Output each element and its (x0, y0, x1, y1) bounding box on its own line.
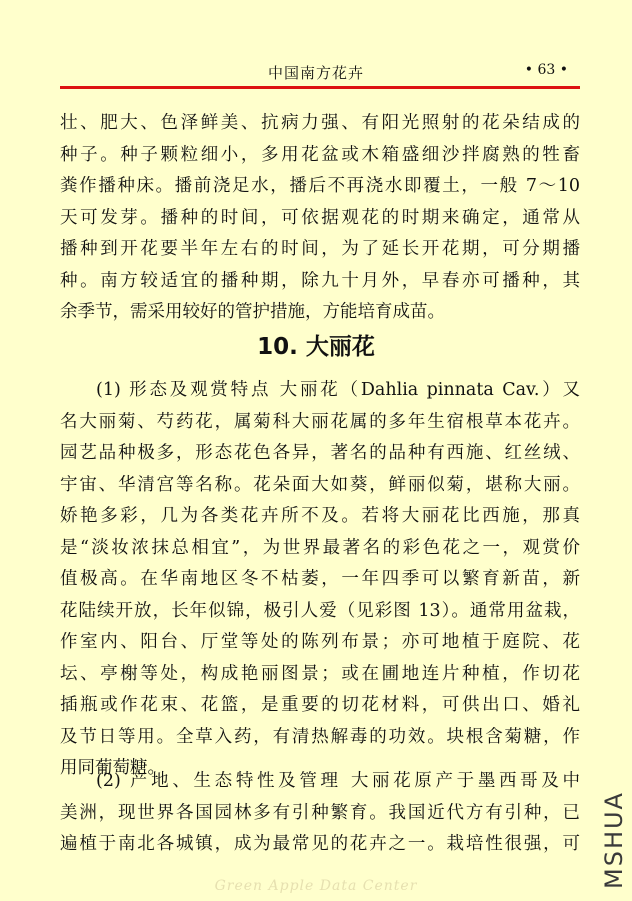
text-line: 是“淡妆浓抹总相宜”，为世界最著名的彩色花之一，观赏价 (60, 537, 580, 558)
text-line: 余季节，需采用较好的管护措施，方能培育成苗。 (60, 302, 445, 322)
page-number: • 63 • (524, 62, 568, 78)
text-line: 值极高。在华南地区冬不枯萎，一年四季可以繁育新苗，新 (60, 569, 580, 589)
text-line: 园艺品种极多，形态花色各异，著名的品种有西施、红丝绒、 (60, 443, 580, 463)
text-line: 花陆续开放，长年似锦，极引人爱（见彩图 13）。通常用盆栽， (60, 600, 580, 621)
section-heading: 10. 大丽花 (257, 334, 375, 360)
text-line: 遍植于南北各城镇，成为最常见的花卉之一。栽培性很强，可 (60, 834, 580, 854)
text-line: 及节日等用。全草入药，有清热解毒的功效。块根含菊糖，作 (60, 726, 580, 747)
text-line: 娇艳多彩，几为各类花卉所不及。若将大丽花比西施，那真 (60, 506, 580, 526)
running-header-title: 中国南方花卉 (267, 64, 364, 82)
text-line: 作室内、阳台、厅堂等处的陈列布景；亦可地植于庭院、花 (60, 632, 580, 652)
text-line: 粪作播种床。播前浇足水，播后不再浇水即覆土，一般 7～10 (60, 176, 580, 196)
text-line: 壮、肥大、色泽鲜美、抗病力强、有阳光照射的花朵结成的 (60, 113, 580, 133)
text-line: 名大丽菊、芍药花，属菊科大丽花属的多年生宿根草本花卉。 (60, 411, 580, 432)
text-line: 用同葡萄糖。 (60, 758, 165, 778)
paragraph-seed-sowing (60, 108, 580, 329)
text-line: (1) 形态及观赏特点 大丽花（Dahlia pinnata Cav.）又 (96, 380, 580, 400)
text-line: 播种到开花要半年左右的时间，为了延长开花期，可分期播 (60, 239, 580, 259)
header-rule (60, 86, 580, 89)
text-line: 种。南方较适宜的播种期，除九十月外，早春亦可播种，其 (60, 270, 580, 291)
paragraph-morphology (60, 375, 580, 785)
brand-mark: MSHUA (600, 791, 628, 889)
text-line: 天可发芽。播种的时间，可依据观花的时期来确定，通常从 (60, 207, 580, 228)
scan-watermark: Green Apple Data Center (214, 878, 418, 894)
paragraph-origin (60, 766, 580, 861)
text-line: 种子。种子颗粒细小，多用花盆或木箱盛细沙拌腐熟的牲畜 (60, 144, 580, 165)
text-line: 宇宙、华清宫等名称。花朵面大如葵，鲜丽似菊，堪称大丽。 (60, 474, 580, 495)
text-line: (2) 产地、生态特性及管理 大丽花原产于墨西哥及中 (96, 771, 580, 791)
text-line: 坛、亭榭等处，构成艳丽图景；或在圃地连片种植，作切花 (60, 663, 580, 684)
text-line: 插瓶或作花束、花篮，是重要的切花材料，可供出口、婚礼 (60, 695, 580, 715)
text-line: 美洲，现世界各国园林多有引种繁育。我国近代方有引种，已 (60, 802, 580, 823)
